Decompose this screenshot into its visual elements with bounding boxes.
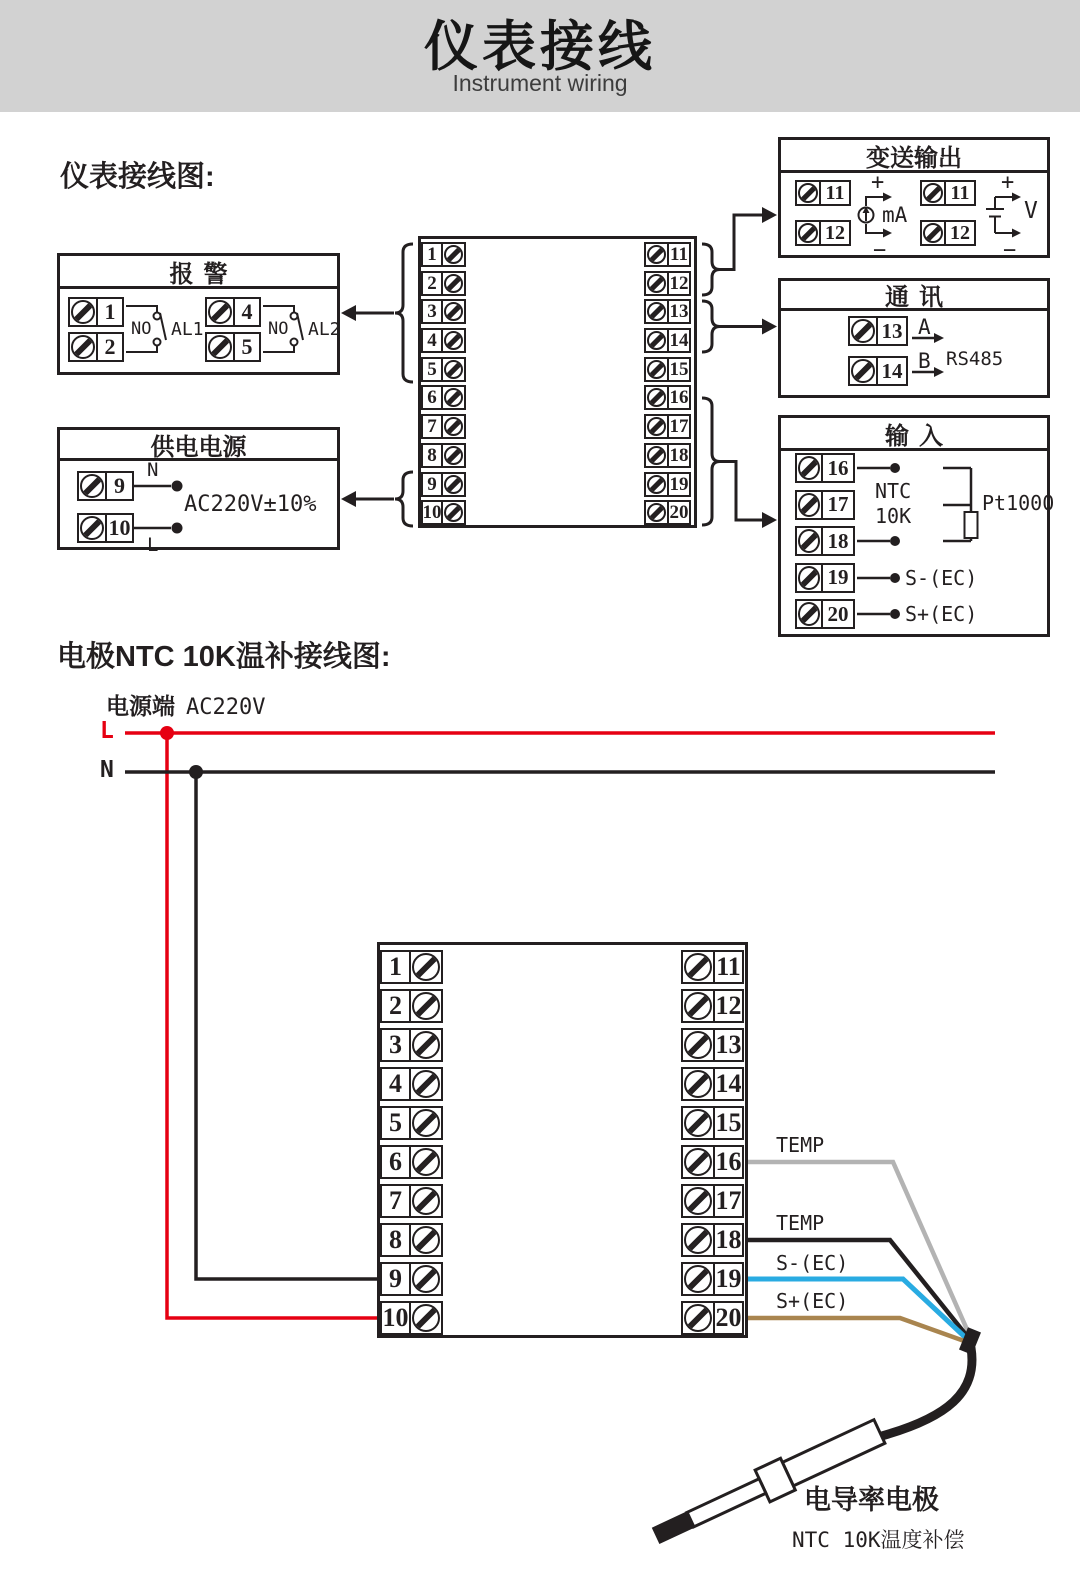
terminal-number: 17: [821, 490, 855, 520]
terminal-number: 16: [821, 453, 855, 483]
screw-terminal-icon: [644, 385, 669, 410]
input-s-plus-label: S+(EC): [905, 602, 978, 626]
screw-terminal-icon: [441, 271, 466, 296]
terminal-number: 2: [380, 989, 411, 1023]
terminal: [421, 242, 466, 267]
terminal: [421, 328, 466, 353]
power-voltage-label: AC220V±10%: [184, 492, 317, 517]
alarm-box-title: 报警: [60, 256, 337, 289]
comm-rs485-label: RS485: [946, 348, 1004, 370]
screw-terminal-icon: [681, 1106, 715, 1140]
screw-terminal-icon: [795, 453, 823, 483]
terminal-number: 11: [667, 242, 691, 267]
power-terminal-label: 电源端: [106, 693, 175, 719]
terminal: [681, 1145, 744, 1179]
screw-terminal-icon: [644, 500, 669, 525]
screw-terminal-icon: [441, 299, 466, 324]
screw-terminal-icon: [409, 1028, 443, 1062]
terminal: [644, 271, 691, 296]
terminal: [795, 490, 855, 520]
input-pt1000-label: Pt1000: [982, 491, 1055, 515]
terminal: [681, 950, 744, 984]
output-terminals-ma: [795, 180, 851, 246]
terminal-number: 6: [380, 1145, 411, 1179]
terminal-number: 18: [821, 526, 855, 556]
terminal-number: 20: [667, 500, 691, 525]
terminal: [68, 297, 124, 327]
terminal-number: 7: [421, 414, 443, 439]
screw-terminal-icon: [795, 220, 821, 246]
terminal-number: 9: [380, 1262, 411, 1296]
terminal: [795, 599, 855, 629]
terminal: [205, 297, 261, 327]
comm-box-title: 通讯: [781, 281, 1047, 311]
screw-terminal-icon: [441, 357, 466, 382]
terminal: [77, 471, 134, 501]
terminal: [681, 1067, 744, 1101]
terminal: [644, 242, 691, 267]
screw-terminal-icon: [441, 443, 466, 468]
center-block-right-terminals: [644, 242, 691, 525]
terminal-number: 5: [233, 332, 261, 362]
input-ntc10k-label: 10K: [875, 504, 912, 528]
electrode-name-label: 电导率电极: [804, 1485, 939, 1515]
screw-terminal-icon: [681, 1301, 715, 1335]
wire-temp1-label: TEMP: [776, 1133, 825, 1157]
page-header: [0, 0, 1080, 112]
output-minus1-label: −: [873, 238, 887, 263]
screw-terminal-icon: [795, 526, 823, 556]
screw-terminal-icon: [795, 599, 823, 629]
terminal-number: 10: [380, 1301, 411, 1335]
output-plus2-label: +: [1001, 170, 1015, 195]
output-v-label: V: [1024, 198, 1038, 224]
section2-label: 电极NTC 10K温补接线图:: [57, 641, 391, 673]
terminal: [644, 357, 691, 382]
terminal-number: 12: [667, 271, 691, 296]
electrode-caption-label: NTC 10K温度补偿: [792, 1528, 965, 1552]
screw-terminal-icon: [409, 1106, 443, 1140]
screw-terminal-icon: [441, 414, 466, 439]
terminal-number: 4: [421, 328, 443, 353]
terminal-number: 9: [421, 472, 443, 497]
terminal-number: 11: [713, 950, 744, 984]
terminal: [644, 443, 691, 468]
terminal: [681, 1106, 744, 1140]
terminal-number: 16: [667, 385, 691, 410]
terminal: [681, 1301, 744, 1335]
terminal: [380, 1067, 443, 1101]
terminal: [795, 220, 851, 246]
transmit-output-box-title: 变送输出: [781, 140, 1047, 173]
screw-terminal-icon: [409, 1301, 443, 1335]
terminal-number: 15: [713, 1106, 744, 1140]
terminal: [644, 299, 691, 324]
terminal-number: 14: [667, 328, 691, 353]
screw-terminal-icon: [644, 242, 669, 267]
screw-terminal-icon: [644, 299, 669, 324]
screw-terminal-icon: [644, 472, 669, 497]
screw-terminal-icon: [848, 356, 878, 386]
terminal-number: 1: [421, 242, 443, 267]
terminal: [421, 414, 466, 439]
terminal-number: 9: [105, 471, 134, 501]
terminal: [681, 1184, 744, 1218]
screw-terminal-icon: [77, 513, 107, 543]
terminal-number: 20: [713, 1301, 744, 1335]
terminal-number: 11: [944, 180, 976, 206]
screw-terminal-icon: [681, 950, 715, 984]
screw-terminal-icon: [409, 950, 443, 984]
terminal-number: 15: [667, 357, 691, 382]
screw-terminal-icon: [644, 414, 669, 439]
comm-box: [778, 278, 1050, 398]
terminal-number: 12: [944, 220, 976, 246]
terminal-number: 19: [667, 472, 691, 497]
terminal-number: 16: [713, 1145, 744, 1179]
terminal-number: 17: [713, 1184, 744, 1218]
screw-terminal-icon: [848, 316, 878, 346]
screw-terminal-icon: [795, 180, 821, 206]
terminal-number: 5: [421, 357, 443, 382]
screw-terminal-icon: [409, 1145, 443, 1179]
screw-terminal-icon: [644, 328, 669, 353]
wire-s-plus-label: S+(EC): [776, 1289, 849, 1313]
input-ntc-label: NTC: [875, 479, 912, 503]
terminal-number: 12: [819, 220, 851, 246]
screw-terminal-icon: [77, 471, 107, 501]
terminal: [421, 357, 466, 382]
screw-terminal-icon: [441, 242, 466, 267]
screw-terminal-icon: [205, 332, 235, 362]
terminal-number: 18: [667, 443, 691, 468]
terminal-number: 17: [667, 414, 691, 439]
terminal: [421, 385, 466, 410]
terminal: [77, 513, 134, 543]
terminal: [380, 1223, 443, 1257]
output-ma-label: mA: [882, 203, 908, 227]
terminal: [644, 414, 691, 439]
terminal: [644, 385, 691, 410]
ac220v-label: AC220V: [186, 695, 266, 720]
terminal-number: 13: [667, 299, 691, 324]
section1-label: 仪表接线图:: [60, 161, 215, 193]
terminal: [380, 1145, 443, 1179]
screw-terminal-icon: [681, 1067, 715, 1101]
power-n-label: N: [147, 459, 159, 481]
screw-terminal-icon: [644, 443, 669, 468]
bottom-block-left-terminals: [380, 950, 443, 1335]
screw-terminal-icon: [68, 332, 98, 362]
terminal: [795, 453, 855, 483]
screw-terminal-icon: [681, 989, 715, 1023]
comm-a-label: A: [918, 315, 931, 339]
line-l-label: L: [100, 718, 114, 744]
terminal-number: 6: [421, 385, 443, 410]
terminal: [421, 443, 466, 468]
screw-terminal-icon: [205, 297, 235, 327]
page-subtitle: Instrument wiring: [452, 70, 628, 96]
alarm-no2-label: NO: [268, 319, 289, 339]
screw-terminal-icon: [68, 297, 98, 327]
output-minus2-label: −: [1003, 238, 1017, 263]
terminal-number: 19: [713, 1262, 744, 1296]
input-terminals-16-20: [795, 453, 855, 629]
output-plus1-label: +: [871, 170, 885, 195]
screw-terminal-icon: [681, 1223, 715, 1257]
terminal-number: 14: [713, 1067, 744, 1101]
alarm-al1-label: AL1: [171, 319, 204, 340]
terminal: [380, 1028, 443, 1062]
terminal: [421, 271, 466, 296]
alarm-no1-label: NO: [131, 319, 152, 339]
alarm-terminals-1-2: [68, 297, 124, 362]
screw-terminal-icon: [441, 328, 466, 353]
power-l-label: L: [147, 534, 159, 556]
terminal-number: 13: [876, 316, 908, 346]
terminal: [380, 950, 443, 984]
terminal: [421, 500, 466, 525]
power-supply-box-title: 供电电源: [60, 430, 337, 461]
screw-terminal-icon: [681, 1145, 715, 1179]
terminal: [795, 563, 855, 593]
terminal: [795, 526, 855, 556]
screw-terminal-icon: [795, 563, 823, 593]
screw-terminal-icon: [409, 1067, 443, 1101]
terminal: [380, 1184, 443, 1218]
wire-s-minus-label: S-(EC): [776, 1251, 849, 1275]
terminal: [421, 472, 466, 497]
terminal: [681, 1223, 744, 1257]
page-title: 仪表接线: [424, 17, 656, 77]
screw-terminal-icon: [409, 1223, 443, 1257]
terminal: [848, 356, 908, 386]
screw-terminal-icon: [920, 220, 946, 246]
terminal-number: 3: [380, 1028, 411, 1062]
screw-terminal-icon: [441, 472, 466, 497]
screw-terminal-icon: [681, 1028, 715, 1062]
terminal-number: 2: [421, 271, 443, 296]
terminal-number: 3: [421, 299, 443, 324]
terminal-number: 12: [713, 989, 744, 1023]
screw-terminal-icon: [644, 357, 669, 382]
terminal: [380, 1262, 443, 1296]
terminal-number: 10: [422, 502, 442, 524]
terminal: [681, 1262, 744, 1296]
screw-terminal-icon: [441, 500, 466, 525]
terminal: [380, 1106, 443, 1140]
screw-terminal-icon: [681, 1262, 715, 1296]
terminal: [920, 180, 976, 206]
wire-temp2-label: TEMP: [776, 1211, 825, 1235]
screw-terminal-icon: [441, 385, 466, 410]
terminal: [380, 989, 443, 1023]
screw-terminal-icon: [644, 271, 669, 296]
terminal-number: 1: [380, 950, 411, 984]
comm-b-label: B: [918, 349, 931, 373]
terminal-number: 8: [380, 1223, 411, 1257]
alarm-terminals-4-5: [205, 297, 261, 362]
terminal-number: 5: [380, 1106, 411, 1140]
power-terminals-9-10: [77, 471, 134, 543]
terminal-number: 10: [105, 513, 134, 543]
terminal: [205, 332, 261, 362]
screw-terminal-icon: [409, 1262, 443, 1296]
terminal: [68, 332, 124, 362]
terminal-number: 7: [380, 1184, 411, 1218]
terminal: [380, 1301, 443, 1335]
terminal: [681, 989, 744, 1023]
terminal-number: 2: [96, 332, 124, 362]
terminal-number: 4: [380, 1067, 411, 1101]
terminal: [681, 1028, 744, 1062]
terminal: [644, 328, 691, 353]
terminal-number: 11: [819, 180, 851, 206]
screw-terminal-icon: [409, 989, 443, 1023]
comm-terminals-13-14: [848, 316, 908, 386]
center-block-left-terminals: [421, 242, 466, 525]
screw-terminal-icon: [409, 1184, 443, 1218]
terminal: [848, 316, 908, 346]
terminal: [421, 299, 466, 324]
terminal: [795, 180, 851, 206]
line-n-label: N: [100, 757, 114, 783]
terminal: [920, 220, 976, 246]
screw-terminal-icon: [681, 1184, 715, 1218]
terminal: [644, 500, 691, 525]
screw-terminal-icon: [795, 490, 823, 520]
bottom-block-right-terminals: [681, 950, 744, 1335]
terminal-number: 4: [233, 297, 261, 327]
terminal-number: 14: [876, 356, 908, 386]
terminal-number: 18: [713, 1223, 744, 1257]
terminal-number: 8: [421, 443, 443, 468]
input-box-title: 输入: [781, 418, 1047, 451]
terminal: [644, 472, 691, 497]
terminal-number: 1: [96, 297, 124, 327]
screw-terminal-icon: [920, 180, 946, 206]
terminal-number: 20: [821, 599, 855, 629]
output-terminals-v: [920, 180, 976, 246]
terminal-number: 19: [821, 563, 855, 593]
terminal-number: 13: [713, 1028, 744, 1062]
alarm-al2-label: AL2: [308, 319, 341, 340]
input-s-minus-label: S-(EC): [905, 566, 978, 590]
